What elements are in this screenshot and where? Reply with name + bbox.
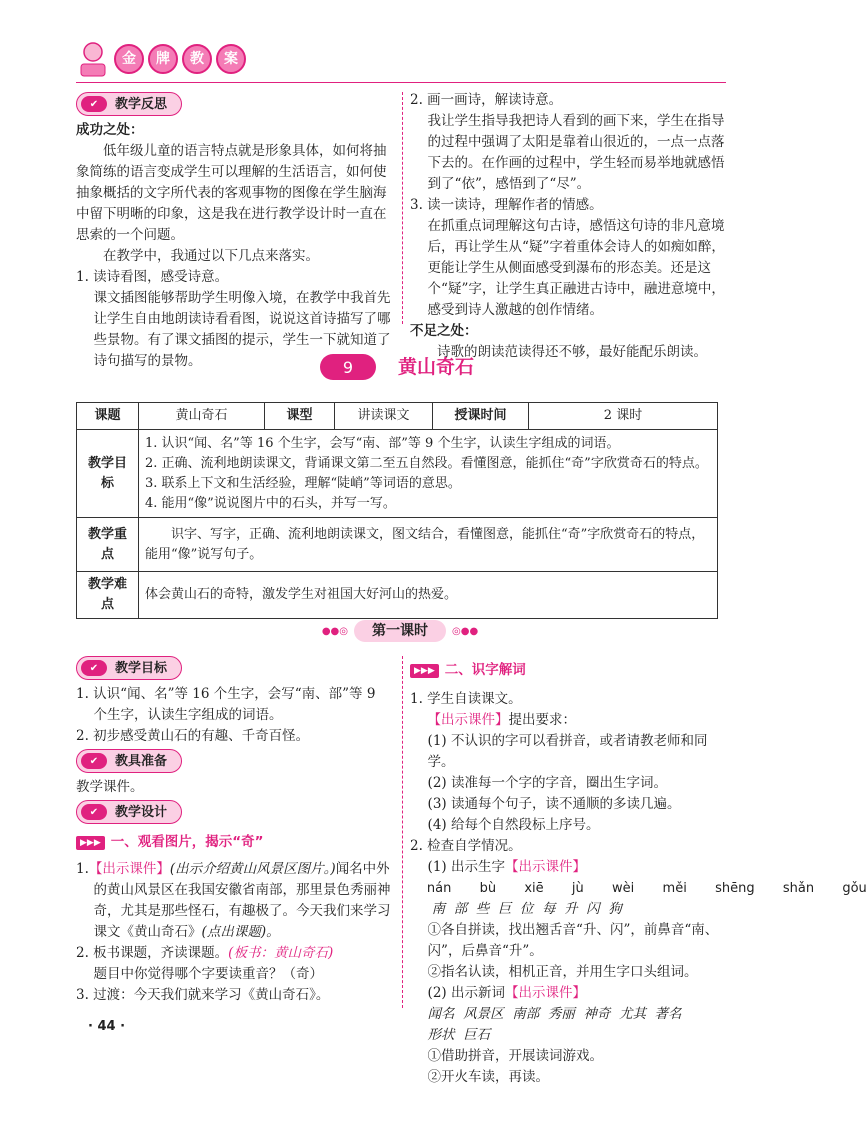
lesson-table — [76, 402, 718, 619]
req-1: (1) 不认识的字可以看拼音，或者请教老师和同学。 — [427, 733, 708, 770]
reflection-p2: 在教学中，我通过以下几点来落实。 — [103, 248, 319, 264]
logo-char: 牌 — [148, 44, 178, 74]
goal-1: 1. 认识“闻、名”等 16 个生字，会写“南、部”等 9 个生字，认读生字组成的词语。 — [76, 686, 376, 723]
r-step-2-4: ②开火车读，再读。 — [427, 1069, 550, 1085]
arrow-icon: ▶▶▶ — [76, 836, 105, 850]
step-2: 2. 板书课题，齐读课题。(板书：黄山奇石) — [76, 945, 334, 961]
step-2b: 题目中你觉得哪个字要读重音？（奇） — [93, 966, 324, 982]
r-step-2-3: ①借助拼音，开展读词游戏。 — [427, 1048, 604, 1064]
reflection-item2-desc: 我让学生指导我把诗人看到的画下来，学生在指导的过程中强调了太阳是靠着山很近的，一点一点落下去的。在作画的过程中，学生轻而易举地就感悟到了“依”，感悟到了“尽”。 — [427, 113, 725, 192]
td-goals — [139, 430, 718, 518]
header-logo — [76, 40, 246, 78]
reflection-p1: 低年级儿童的语言特点就是形象具体，如何将抽象简练的语言变成学生可以理解的生活语言，如何使抽象概括的文字所代表的客观事物的图像在学生脑海中留下明晰的印象，这是我在进行教学设计时一直在思索的一个问题。 — [76, 143, 387, 243]
header-rule — [76, 82, 726, 83]
tag-design: ✔ 教学设计 — [76, 800, 182, 824]
reflection-item3: 3. 读一读诗，理解作者的情感。 — [410, 197, 603, 213]
tag-reflection: ✔ 教学反思 — [76, 92, 182, 116]
column-divider-2 — [402, 656, 403, 1008]
lesson-number: 9 — [320, 354, 376, 380]
th-goal: 教学目标 — [77, 430, 139, 518]
column-divider — [402, 92, 403, 324]
th-key: 教学重点 — [77, 518, 139, 572]
req-2: (2) 读准每一个字的字音，圈出生字词。 — [427, 775, 667, 791]
r-step-2: 2. 检查自学情况。 — [410, 838, 522, 854]
right-column — [410, 660, 867, 1088]
lesson-title: 黄山奇石 — [398, 355, 475, 378]
logo-char: 金 — [114, 44, 144, 74]
words-row-1: 闻名 风景区 南部 秀丽 神奇 尤其 著名 — [427, 1006, 682, 1022]
show-chars: (1) 出示生字【出示课件】 — [427, 859, 586, 875]
section-1-heading: ▶▶▶ 一、观看图片，揭示“奇” — [76, 832, 392, 853]
r-step-2-2: ②指名认读，相机正音，并用生字口头组词。 — [427, 964, 698, 980]
reflection-item1: 1. 读诗看图，感受诗意。 — [76, 269, 229, 285]
th-type: 课型 — [265, 403, 335, 430]
th-title: 课题 — [77, 403, 139, 430]
req-3: (3) 读通每个句子，读不通顺的多读几遍。 — [427, 796, 681, 812]
td-key: 识字、写字，正确、流利地朗读课文，图文结合，看懂图意，能抓住“奇”字欣赏奇石的特点，能用“像”说写句子。 — [139, 518, 718, 572]
r-step-2-1: ①各自拼读，找出翘舌音“升、闪”，前鼻音“南、闪”，后鼻音“升”。 — [427, 922, 719, 959]
step-3: 3. 过渡：今天我们就来学习《黄山奇石》。 — [76, 987, 330, 1003]
reflection-right — [410, 90, 726, 363]
page-number: · 44 · — [88, 1019, 126, 1034]
check-icon: ✔ — [81, 753, 107, 769]
logo-char: 案 — [216, 44, 246, 74]
pinyin-row: nán bù xiē jù wèi měi shēng shǎn gǒu — [426, 881, 867, 896]
goal-item: 3. 联系上下文和生活经验，理解“陡峭”等词语的意思。 — [145, 475, 461, 491]
goal-item: 1. 认识“闻、名”等 16 个生字，会写“南、部”等 9 个生字，认读生字组成的词语。 — [145, 435, 620, 451]
teacher-icon — [76, 40, 110, 78]
lack-label: 不足之处： — [410, 323, 478, 339]
reflection-item3-desc: 在抓重点词理解这句古诗，感悟这句诗的非凡意境后，再让学生从“疑”字着重体会诗人的如痴如醉，更能让学生从侧面感受到瀑布的形态美。还是这个“疑”字，让学生真正融进古诗中，融进意境中，感受到诗人激越的创作情绪。 — [427, 218, 725, 318]
td-type: 讲读课文 — [335, 403, 433, 430]
lesson-title-block — [320, 354, 474, 380]
r-step-1: 1. 学生自读课文。 — [410, 691, 522, 707]
tools-text: 教学课件。 — [76, 779, 144, 795]
arrow-icon: ▶▶▶ — [410, 664, 439, 678]
tag-tools: ✔ 教具准备 — [76, 749, 182, 773]
hanzi-row: 南 部 些 巨 位 每 升 闪 狗 — [431, 901, 622, 917]
req-4: (4) 给每个自然段标上序号。 — [427, 817, 600, 833]
td-diff: 体会黄山石的奇特，激发学生对祖国大好河山的热爱。 — [139, 572, 718, 619]
step-1: 1.【出示课件】(出示介绍黄山风景区图片。)闻名中外的黄山风景区在我国安徽省南部，那里景色秀丽神奇，尤其是那些怪石，有趣极了。今天我们来学习课文《黄山奇石》(点出课题)。 — [76, 861, 391, 940]
check-icon: ✔ — [81, 804, 107, 820]
goal-item: 4. 能用“像”说说图片中的石头，并写一写。 — [145, 495, 396, 511]
reflection-item2: 2. 画一画诗，解读诗意。 — [410, 92, 563, 108]
r-step-1-tag: 【出示课件】提出要求： — [427, 712, 577, 728]
dots-icon: ◎●● — [452, 625, 479, 637]
check-icon: ✔ — [81, 660, 107, 676]
section-2-heading: ▶▶▶ 二、识字解词 — [410, 660, 726, 681]
period-title: 第一课时 — [354, 620, 446, 642]
period-banner — [300, 620, 500, 642]
reflection-left — [76, 92, 392, 372]
goal-item: 2. 正确、流利地朗读课文，背诵课文第二至五自然段。看懂图意，能抓住“奇”字欣赏奇石的特点。 — [145, 455, 708, 471]
logo-char: 教 — [182, 44, 212, 74]
th-time: 授课时间 — [433, 403, 529, 430]
td-title: 黄山奇石 — [139, 403, 265, 430]
reflection-item1-desc: 课文插图能够帮助学生明像入境，在教学中我首先让学生自由地朗读诗看看图，说说这首诗描写了哪些景物。有了课文插图的提示，学生一下就知道了诗句描写的景物。 — [93, 290, 391, 369]
success-label: 成功之处： — [76, 122, 144, 138]
left-column — [76, 656, 392, 1006]
goal-2: 2. 初步感受黄山石的有趣、千奇百怪。 — [76, 728, 310, 744]
dots-icon: ●●◎ — [321, 625, 348, 637]
th-diff: 教学难点 — [77, 572, 139, 619]
show-words: (2) 出示新词【出示课件】 — [427, 985, 586, 1001]
tag-goal: ✔ 教学目标 — [76, 656, 182, 680]
words-row-2: 形状 巨石 — [427, 1027, 491, 1043]
td-hours: 2 课时 — [529, 403, 718, 430]
check-icon: ✔ — [81, 96, 107, 112]
lack-text: 诗歌的朗读范读得还不够，最好能配乐朗读。 — [437, 344, 707, 360]
